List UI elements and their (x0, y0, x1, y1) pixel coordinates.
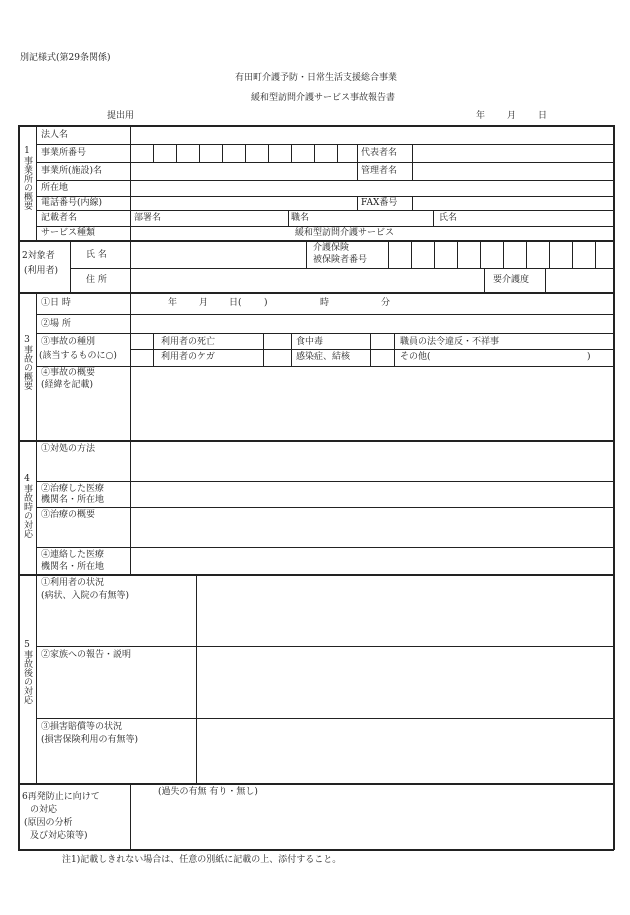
date-day: 日 (538, 111, 548, 121)
dt-close: ) (264, 298, 268, 308)
summary-label-2: (経緯を記載) (41, 380, 94, 390)
user-status-label-1: ①利用者の状況 (41, 578, 105, 588)
option-injury: 利用者のケガ (161, 352, 215, 362)
date-year: 年 (476, 111, 486, 121)
prevention-label-1: 6再発防止に向けて (22, 792, 100, 802)
damage-label-1: ③損害賠償等の状況 (41, 722, 123, 732)
contact-label-2: 機関名・所在地 (41, 562, 105, 572)
option-other-close: ) (587, 352, 591, 362)
date-month: 月 (507, 111, 517, 121)
fault-status: (過失の有無 有り・無し) (158, 787, 258, 797)
option-other: その他( (400, 352, 431, 362)
option-death: 利用者の死亡 (161, 337, 216, 347)
office-number-label: 事業所番号 (41, 148, 87, 158)
dt-year: 年 (168, 298, 178, 308)
option-violation: 職員の法令違反・不祥事 (400, 337, 500, 347)
prevention-label-3: (原因の分析 (24, 818, 73, 828)
user-status-label-2: (病状、入院の有無等) (41, 591, 130, 601)
corp-name-label: 法人名 (41, 130, 69, 140)
section1-label: 1事業所の概要 (22, 146, 32, 210)
fax-label: FAX番号 (361, 198, 398, 208)
form-number: 別記様式(第29条関係) (20, 53, 111, 63)
summary-label-1: ④事故の概要 (41, 368, 96, 378)
footnote: 注1)記載しきれない場合は、任意の別紙に記載の上、添付すること。 (62, 855, 342, 865)
option-infection: 感染症、結核 (296, 352, 351, 362)
hospital-label-1: ②治療した医療 (41, 484, 105, 494)
dt-month: 月 (199, 298, 209, 308)
department-label: 部署名 (134, 213, 162, 223)
subject-user-label: (利用者) (24, 266, 59, 276)
service-type-value: 緩和型訪問介護サービス (295, 228, 395, 238)
kind-label-1: ③事故の種別 (41, 337, 96, 347)
hospital-label-2: 機関名・所在地 (41, 495, 105, 505)
position-label: 職名 (291, 213, 310, 223)
dt-minute: 分 (381, 298, 391, 308)
manager-label: 管理者名 (361, 166, 398, 176)
insurance-label-1: 介護保険 (313, 243, 350, 253)
representative-label: 代表者名 (361, 148, 398, 158)
form-title-1: 有田町介護予防・日常生活支援総合事業 (235, 73, 398, 83)
option-food-poisoning: 食中毒 (296, 337, 324, 347)
subject-label: 2対象者 (22, 251, 55, 261)
damage-label-2: (損害保険利用の有無等) (41, 735, 139, 745)
prevention-label-2: の対応 (30, 805, 58, 815)
office-name-label: 事業所(施設)名 (41, 166, 103, 176)
submission-label: 提出用 (107, 111, 135, 121)
recorder-label: 記載者名 (41, 213, 78, 223)
recorder-name-label: 氏名 (439, 213, 458, 223)
kind-label-2: (該当するものに○) (39, 351, 117, 361)
place-label: ②場 所 (41, 319, 71, 329)
care-level-label: 要介護度 (493, 275, 530, 285)
form-title-2: 緩和型訪問介護サービス事故報告書 (251, 93, 396, 103)
phone-label: 電話番号(内線) (41, 198, 103, 208)
section3-label: 3事故の概要 (22, 335, 32, 390)
method-label: ①対処の方法 (41, 444, 96, 454)
subject-address-label: 住 所 (86, 275, 107, 285)
dt-hour: 時 (320, 298, 330, 308)
insurance-label-2: 被保険者番号 (313, 255, 368, 265)
service-type-label: サービス種類 (41, 228, 96, 238)
dt-day: 日( (229, 298, 242, 308)
treatment-label: ③治療の概要 (41, 510, 96, 520)
prevention-label-4: 及び対応策等) (30, 831, 88, 841)
section4-label: 4事故時の対応 (22, 474, 32, 538)
family-report-label: ②家族への報告・説明 (41, 650, 132, 660)
subject-name-label: 氏 名 (86, 250, 107, 260)
address-label: 所在地 (41, 183, 69, 193)
contact-label-1: ④連絡した医療 (41, 550, 105, 560)
datetime-label: ①日 時 (41, 298, 71, 308)
section5-label: 5事故後の対応 (22, 640, 32, 704)
